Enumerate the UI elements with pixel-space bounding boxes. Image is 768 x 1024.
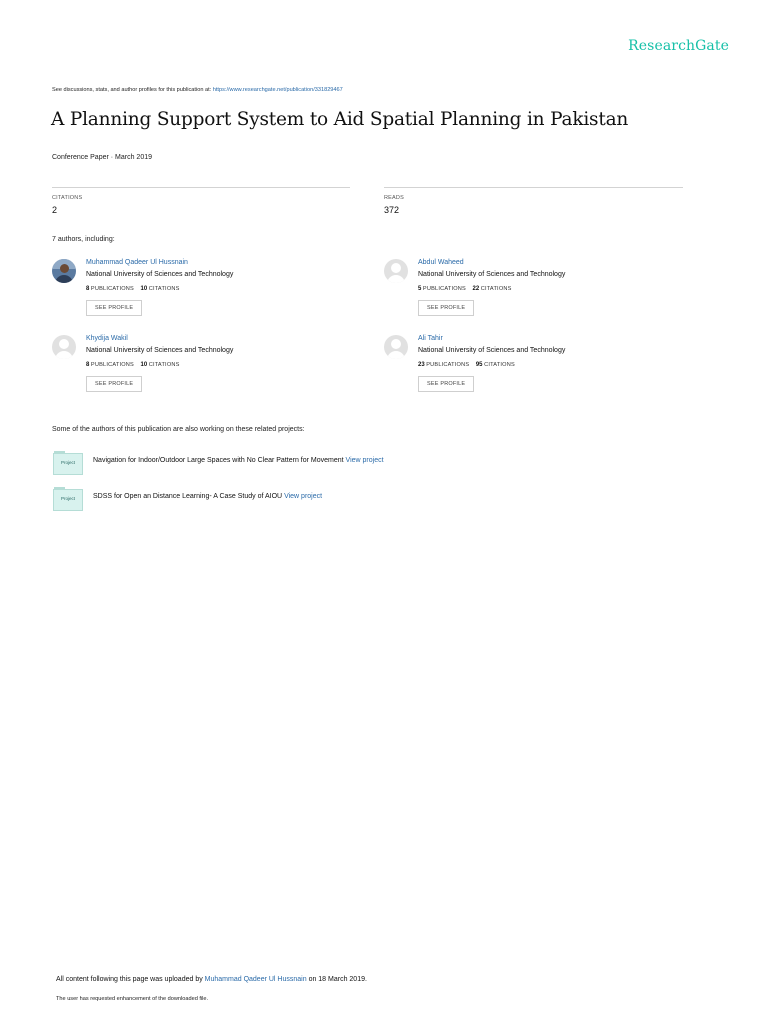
project-title: Navigation for Indoor/Outdoor Large Spaces with No Clear Pattern for Movement <box>93 457 344 464</box>
project-folder-icon <box>53 453 83 475</box>
citations-label: CITATIONS <box>52 195 83 201</box>
author-institution: National University of Sciences and Technology <box>418 271 566 278</box>
upload-notice <box>56 976 367 983</box>
uploader-link[interactable]: Muhammad Qadeer Ul Hussnain <box>204 976 307 983</box>
project-description <box>93 457 384 464</box>
see-profile-button[interactable]: SEE PROFILE <box>86 376 142 392</box>
upload-suffix: on 18 March 2019. <box>308 976 367 983</box>
author-name[interactable]: Muhammad Qadeer Ul Hussnain <box>86 259 188 266</box>
related-project <box>53 489 473 513</box>
project-title: SDSS for Open an Distance Learning- A Case Study of AIOU <box>93 493 283 500</box>
citations-count: 22 <box>472 286 480 292</box>
author-institution: National University of Sciences and Technology <box>86 271 234 278</box>
publications-count: 8 <box>86 362 90 368</box>
see-profile-button[interactable]: SEE PROFILE <box>418 300 474 316</box>
author-stats <box>86 286 185 292</box>
author-name[interactable]: Abdul Waheed <box>418 259 464 266</box>
citations-count: 2 <box>52 205 58 215</box>
author-card <box>384 335 684 405</box>
view-project-link[interactable]: View project <box>284 493 323 500</box>
project-tag-label: Project <box>60 496 75 501</box>
discussion-notice-text: See discussions, stats, and author profiles for this publication at: <box>52 87 212 93</box>
publications-label: PUBLICATIONS <box>426 362 470 368</box>
publications-label: PUBLICATIONS <box>90 286 134 292</box>
author-stats <box>418 362 520 368</box>
author-stats <box>418 286 517 292</box>
view-project-link[interactable]: View project <box>345 457 384 464</box>
reads-count: 372 <box>384 205 400 215</box>
author-card <box>52 335 352 405</box>
authors-heading: 7 authors, including: <box>52 236 115 243</box>
paper-meta: Conference Paper · March 2019 <box>52 154 152 161</box>
default-avatar-icon[interactable] <box>52 335 76 359</box>
author-card <box>52 259 352 329</box>
enhancement-note: The user has requested enhancement of the downloaded file. <box>56 996 209 1002</box>
stats-divider-left <box>52 187 350 188</box>
default-avatar-icon[interactable] <box>384 335 408 359</box>
see-profile-button[interactable]: SEE PROFILE <box>418 376 474 392</box>
publications-label: PUBLICATIONS <box>90 362 134 368</box>
publications-count: 8 <box>86 286 90 292</box>
publications-count: 23 <box>418 362 425 368</box>
citations-label: CITATIONS <box>480 286 512 292</box>
discussion-notice <box>52 87 343 93</box>
citations-count: 10 <box>140 362 148 368</box>
citations-label: CITATIONS <box>148 286 180 292</box>
project-folder-icon <box>53 489 83 511</box>
author-stats <box>86 362 185 368</box>
upload-prefix: All content following this page was uploaded by <box>56 976 203 983</box>
publications-label: PUBLICATIONS <box>422 286 466 292</box>
researchgate-logo: ResearchGate <box>628 38 729 54</box>
related-projects-heading: Some of the authors of this publication are also working on these related projects: <box>52 426 305 433</box>
author-name[interactable]: Khydija Wakil <box>86 335 128 342</box>
paper-title: A Planning Support System to Aid Spatial Planning in Pakistan <box>51 109 629 130</box>
author-institution: National University of Sciences and Technology <box>418 347 566 354</box>
stats-divider-right <box>384 187 683 188</box>
author-institution: National University of Sciences and Technology <box>86 347 234 354</box>
publications-count: 5 <box>418 286 422 292</box>
author-card <box>384 259 684 329</box>
related-project <box>53 453 473 477</box>
citations-count: 10 <box>140 286 148 292</box>
see-profile-button[interactable]: SEE PROFILE <box>86 300 142 316</box>
citations-label: CITATIONS <box>148 362 180 368</box>
default-avatar-icon[interactable] <box>384 259 408 283</box>
citations-count: 95 <box>475 362 483 368</box>
reads-label: READS <box>384 195 404 201</box>
project-description <box>93 493 322 500</box>
author-avatar-photo[interactable] <box>52 259 76 283</box>
citations-label: CITATIONS <box>484 362 515 368</box>
project-tag-label: Project <box>60 460 75 465</box>
publication-link[interactable]: https://www.researchgate.net/publication/331829467 <box>212 87 343 93</box>
author-name[interactable]: Ali Tahir <box>418 335 443 342</box>
